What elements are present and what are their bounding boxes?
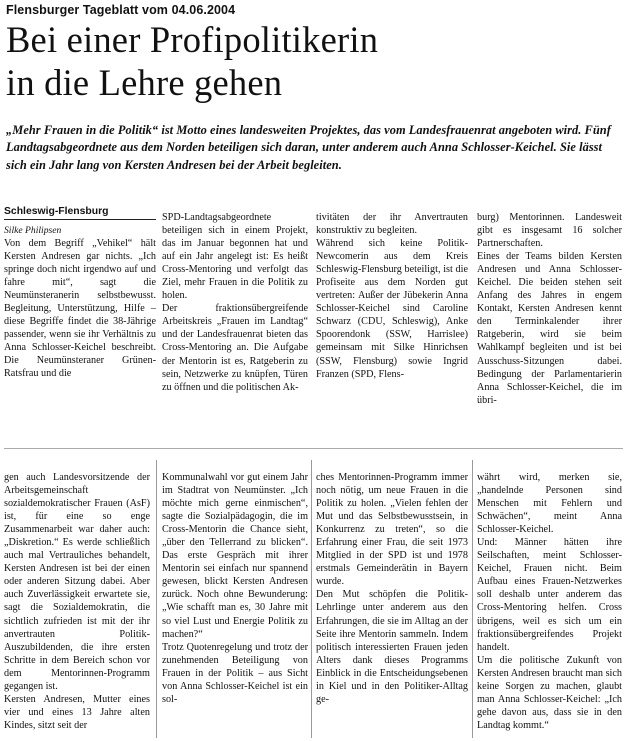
newspaper-source-line: Flensburger Tageblatt vom 04.06.2004 <box>6 3 236 17</box>
column-rule <box>156 460 157 738</box>
article-column-bottom-2: Kommunalwahl vor gut einem Jahr im Stadtrat von Neumünster. „Ich möchte mich gerne einmischen“, sagte die Sozialpädagogin, die im Cross-Mentorin die Chance sieht, „über den Tellerrand zu blicken“. Das erste Gespräch mit ihrer Mentorin sei einfach nur spannend gewesen, blickt Kersten Andresen zurück. Noch ohne Bewunderung: „Wie schafft man es, 30 Jahre mit so viel Lust und Energie Politik zu machen?“ Trotz Quotenregelung und trotz der zunehmenden Beteiligung von Frauen in der Politik – aus Sicht von Anna Schlosser-Keichel ist ein sol- <box>162 472 308 705</box>
section-divider <box>4 448 623 449</box>
article-column-bottom-1: gen auch Landesvorsitzende der Arbeitsgemeinschaft sozialdemokratischer Frauen (AsF) ist, für eine so enge Zusammenarbeit war daher auch: „Diskretion.“ Es werde schließlich auch mal Vertrauliches behandelt, Kersten Andresen ist bei der einen oder anderen Sitzung dabei. Aber auch Zuverlässigkeit erwartete sie, sagt die Sozialdemokratin, die sichtlich zufrieden ist mit der ihr anvertrauten Politik-Auszubildenden, die ihre ersten Schritte in dem Bereich schon vor dem Mentorinnen-Programm gegangen ist. Kersten Andresen, Mutter eines vier und eines 13 Jahre alten Kindes, sitzt seit der <box>4 472 150 731</box>
topic-underline <box>4 219 156 220</box>
article-column-top-2: SPD-Landtagsabgeordnete beteiligen sich in einem Projekt, das im Januar begonnen hat und auf ein Jahr angelegt ist: Es heißt Cross-Mentoring und verfolgt das Ziel, mehr Frauen in die Politik zu holen. Der fraktionsübergreifende Arbeitskreis „Frauen im Landtag“ und der Landesfrauenrat bieten das Cross-Mentoring an. Die Aufgabe der Mentorin ist es, Ratgeberin zu sein, Netzwerke zu knüpfen, Türen zu öffnen und die politischen Ak- <box>162 212 308 393</box>
article-lead: „Mehr Frauen in die Politik“ ist Motto eines landesweiten Projektes, das vom Landesfrauenrat angeboten wird. Fünf Landtagsabgeordnete aus dem Norden beteiligen sich daran, unter anderem auch Anna Schlosser-Keichel. Sie lässt sich ein Jahr lang von Kersten Andresen bei der Arbeit begleiten. <box>6 123 611 172</box>
headline-line-1: Bei einer Profipolitikerin <box>6 19 379 60</box>
column-rule <box>311 460 312 738</box>
column-rule <box>472 460 473 738</box>
article-column-bottom-4: währt wird, merken sie, „handelnde Personen sind Menschen mit Fehlern und Schwächen“, meint Anna Schlosser-Keichel. Und: Männer hätten ihre Seilschaften, meint Schlosser-Keichel, Frauen nicht. Beim Aufbau eines Frauen-Netzwerkes soll deshalb unter anderem das Cross-Mentoring helfen. Cross übrigens, weil es sich um ein fraktionsübergreifendes Projekt handelt. Um die politische Zukunft von Kersten Andresen braucht man sich keine Sorgen zu machen, glaubt man Anna Schlosser-Keichel: „Ich gehe davon aus, dass sie in den Landtag kommt.“ <box>477 472 622 731</box>
article-headline <box>6 18 621 104</box>
article-column-top-3: tivitäten der ihr Anvertrauten konstruktiv zu begleiten. Während sich keine Politik-Newcomerin aus dem Kreis Schleswig-Flensburg beteiligt, ist die Profiseite aus dem Norden gut vertreten: Außer der Jübekerin Anna Schlosser-Keichel sind Caroline Schwarz (CDU, Schleswig), Anke Spoorendonk (SSW, Harrislee) gemeinsam mit Silke Hinrichsen (SSW, Flensburg) sowie Ingrid Franzen (SPD, Flens- <box>316 212 468 380</box>
article-column-bottom-3: ches Mentorinnen-Programm immer noch nötig, um neue Frauen in die Politik zu holen. „Vielen fehlen der Mut und das Selbstbewusstsein, in Konkurrenz zu treten“, so die Erfahrung einer Frau, die seit 1973 Mitglied in der SPD ist und 1978 erstmals Gemeinderätin in Bayern wurde. Den Mut schöpfen die Politik-Lehrlinge unter anderem aus den Erfahrungen, die sie im Alltag an der Seite ihre Mentorin sammeln. Indem politisch interessierten Frauen jeden Alters dank dieses Programms Einblick in die Entscheidungsebenen in Kiel und in den Politiker-Alltag ge- <box>316 472 468 705</box>
article-column-top-1: Von dem Begriff „Vehikel“ hält Kersten Andresen gar nichts. „Ich springe doch nicht irgendwo auf und fahre mit“, sagt die Neumünsteranerin selbstbewusst. Begleitung, Unterstützung, Hilfe – diese Begriffe findet die 38-Jährige passender, wenn sie ihr Verhältnis zu Anna Schlosser-Keichel beschreibt. Die Neumünsteraner Grünen-Ratsfrau und die <box>4 238 156 380</box>
headline-line-2: in die Lehre gehen <box>6 62 283 103</box>
article-column-top-4: burg) Mentorinnen. Landesweit gibt es insgesamt 16 solcher Partnerschaften. Eines der Teams bilden Kersten Andresen und Anna Schlosser-Keichel. Die beiden stehen seit Anfang des Jahres in engem Kontakt, Kersten Andresen kennt den Terminkalender ihrer Ratgeberin, wird sie beim Wahlkampf begleiten und ist bei Ausschuss-Sitzungen dabei. Bedingung der Parlamentarierin Anna Schlosser-Keichel, die im übri- <box>477 212 622 406</box>
section-topic: Schleswig-Flensburg <box>4 206 109 217</box>
author-byline: Silke Philipsen <box>4 225 62 236</box>
